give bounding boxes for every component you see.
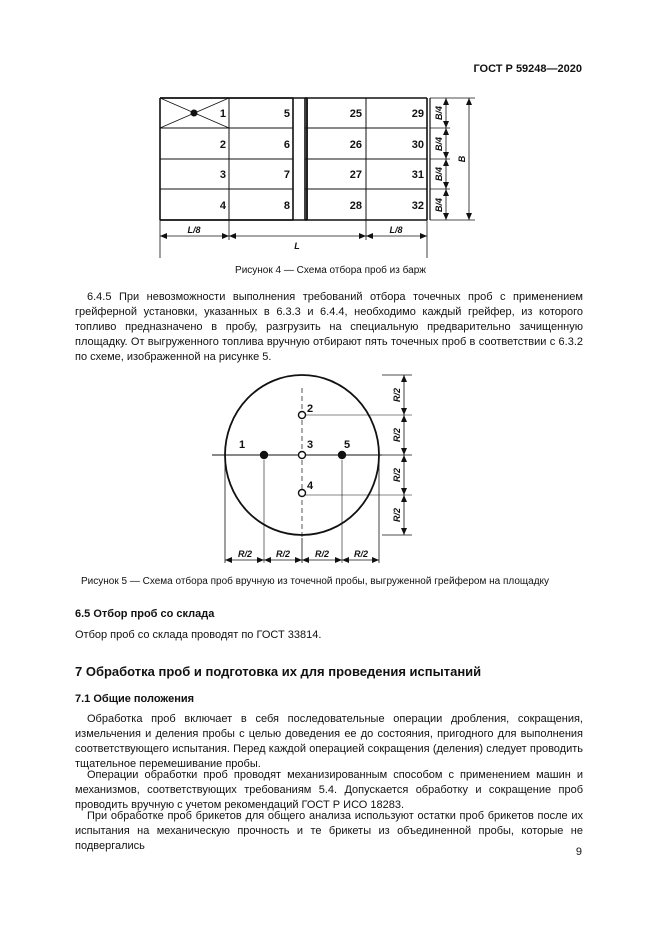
dimension-label: L/8 bbox=[187, 225, 201, 235]
dimension-label: L/8 bbox=[389, 225, 403, 235]
dimension-label: R/2 bbox=[392, 507, 402, 523]
grid-cell: 28 bbox=[349, 200, 362, 212]
grid-cell: 32 bbox=[411, 200, 424, 212]
point-label: 1 bbox=[239, 439, 246, 451]
grid-cell: 1 bbox=[219, 108, 226, 120]
grid-cell: 26 bbox=[349, 139, 362, 151]
grid-cell: 2 bbox=[219, 139, 226, 151]
dimension-label: R/2 bbox=[392, 467, 402, 483]
grid-cell: 7 bbox=[283, 169, 290, 181]
grid-cell: 29 bbox=[411, 108, 424, 120]
section-7-1-paragraph: Обработка проб включает в себя последовательные операции дробления, сокращения, измельчения и деления пробы с целью доведения ее до состояния, пригодного для выполнения соответствующего испытания. Перед каждой операцией сокращения (деления) следует проводить тщательное перемешивание пробы. bbox=[75, 713, 583, 770]
section-6-5-text: Отбор проб со склада проводят по ГОСТ 33814. bbox=[75, 629, 322, 641]
dimension-label: R/2 bbox=[314, 549, 330, 559]
section-7-1-paragraph: Операции обработки проб проводят механизированным способом с применением машин и механизмов, соответствующих требованиям 5.4. Допускается обработку и сокращение проб проводить вручную с учетом рекомендаций ГОСТ Р ИСО 18283. bbox=[75, 769, 583, 811]
point-label: 2 bbox=[307, 403, 314, 415]
grid-cell: 4 bbox=[219, 200, 226, 212]
grid-cell: 3 bbox=[219, 169, 226, 181]
dimension-label: R/2 bbox=[392, 427, 402, 443]
dimension-label: R/2 bbox=[392, 387, 402, 403]
grid-cell: 8 bbox=[283, 200, 290, 212]
grid-cell: 5 bbox=[283, 108, 290, 120]
figure-5-caption: Рисунок 5 — Схема отбора проб вручную из точечной пробы, выгруженной грейфером на площадку bbox=[81, 576, 550, 587]
dimension-label: B/4 bbox=[434, 136, 444, 152]
grid-cell: 27 bbox=[349, 169, 362, 181]
dimension-label: B bbox=[457, 155, 467, 163]
sampling-point-marker bbox=[338, 451, 346, 459]
page-number: 9 bbox=[575, 846, 582, 858]
section-7-title: 7 Обработка проб и подготовка их для проведения испытаний bbox=[75, 664, 482, 679]
section-7-1-paragraph: При обработке проб брикетов для общего анализа используют остатки проб брикетов после их испытания на механическую прочность и те брикеты из объединенной пробы, которые не подвергались bbox=[75, 810, 583, 852]
grid-cell: 6 bbox=[283, 139, 290, 151]
document-header: ГОСТ Р 59248—2020 bbox=[473, 63, 582, 75]
dimension-label: R/2 bbox=[237, 549, 253, 559]
section-6-5-title: 6.5 Отбор проб со склада bbox=[75, 608, 215, 620]
sampling-point-marker bbox=[191, 110, 198, 117]
dimension-label: B/4 bbox=[434, 105, 444, 121]
sampling-point-marker bbox=[260, 451, 268, 459]
dimension-label: B/4 bbox=[434, 197, 444, 213]
point-label: 4 bbox=[307, 480, 314, 492]
grid-cell: 25 bbox=[349, 108, 362, 120]
grid-cell: 30 bbox=[411, 139, 424, 151]
figure-4-caption: Рисунок 4 — Схема отбора проб из барж bbox=[235, 265, 426, 276]
section-7-1-title: 7.1 Общие положения bbox=[75, 693, 195, 705]
grid-cell: 31 bbox=[411, 169, 424, 181]
figure-4-barge-diagram bbox=[150, 88, 490, 260]
dimension-label: R/2 bbox=[275, 549, 291, 559]
dimension-label: R/2 bbox=[353, 549, 369, 559]
paragraph-6-4-5: 6.4.5 При невозможности выполнения требований отбора точечных проб с применением грейферной установки, указанных в 6.3.3 и 6.4.4, необходимо каждый грейфер, из которого топливо предназначено в пробу, разгрузить на специальную предварительно зачищенную площадку. От выгруженного топлива вручную отбирают пять точечных проб в соответствии с 6.3.2 по схеме, изображенной на рисунке 5. bbox=[75, 291, 583, 363]
point-label: 5 bbox=[344, 439, 351, 451]
figure-5-sampling-diagram bbox=[212, 368, 422, 568]
point-label: 3 bbox=[307, 439, 314, 451]
dimension-label: B/4 bbox=[434, 166, 444, 182]
dimension-label: L bbox=[294, 241, 300, 251]
